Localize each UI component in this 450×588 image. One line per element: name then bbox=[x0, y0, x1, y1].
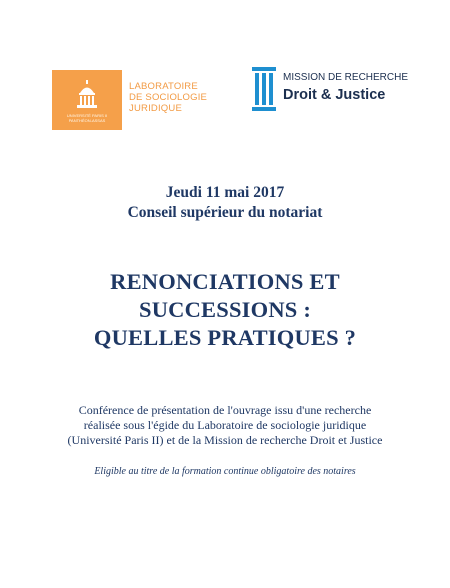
title-line1: RENONCIATIONS ET bbox=[110, 269, 340, 294]
pantheon-dome-icon bbox=[72, 80, 102, 112]
logo-caption-pantheon: PANTHÉON-ASSAS bbox=[68, 118, 106, 123]
laboratoire-logo bbox=[52, 70, 122, 130]
laboratoire-name-line1: LABORATOIRE bbox=[129, 81, 198, 92]
event-date: Jeudi 11 mai 2017 bbox=[165, 184, 285, 201]
laboratoire-name-line3: JURIDIQUE bbox=[129, 103, 182, 114]
logo-caption-university: UNIVERSITÉ PARIS II bbox=[66, 113, 108, 118]
eligibility-note: Eligible au titre de la formation continue obligatoire des notaires bbox=[94, 466, 356, 477]
mission-name-line2: Droit & Justice bbox=[283, 87, 386, 103]
laboratoire-name-line2: DE SOCIOLOGIE bbox=[129, 92, 208, 103]
title-line3: QUELLES PRATIQUES ? bbox=[93, 325, 357, 350]
mission-name-line1: MISSION DE RECHERCHE bbox=[283, 72, 409, 83]
description-line3: (Université Paris II) et de la Mission de recherche Droit et Justice bbox=[67, 433, 383, 447]
title-line2: SUCCESSIONS : bbox=[138, 297, 312, 322]
event-venue: Conseil supérieur du notariat bbox=[127, 204, 323, 221]
description-line2: réalisée sous l'égide du Laboratoire de sociologie juridique bbox=[83, 418, 367, 432]
description-line1: Conférence de présentation de l'ouvrage issu d'une recherche bbox=[78, 403, 372, 417]
laboratoire-name bbox=[129, 81, 207, 114]
columns-icon bbox=[252, 67, 276, 113]
